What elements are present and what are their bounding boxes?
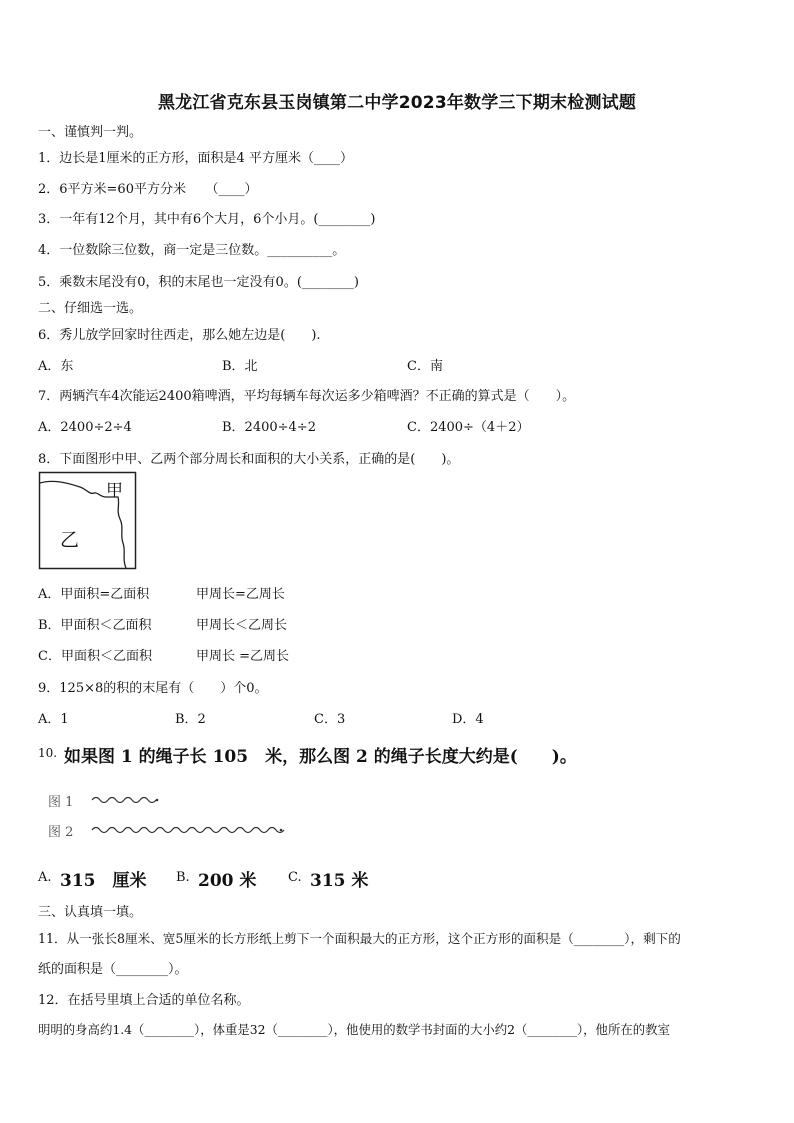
q10-option-a-value: 315 厘米 [60,871,147,891]
question-9: 9．125×8的积的末尾有（ ）个0。 [38,681,268,696]
question-7: 7．两辆汽车4次能运2400箱啤酒，平均每辆车每次运多少箱啤酒？不正确的算式是（ ）。 [38,389,576,404]
question-12-line-2: 明明的身高约1.4（________），体重是32（________），他使用的数学书封面的大小约2（________），他所在的教室 [38,1022,670,1037]
q6-option-b: B．北 [222,359,258,374]
question-8: 8．下面图形中甲、乙两个部分周长和面积的大小关系，正确的是( )。 [38,452,460,467]
q7-option-a: A．2400÷2÷4 [38,420,132,435]
q8-option-c-perimeter: 甲周长 =乙周长 [196,649,290,664]
q8-option-b-area: B．甲面积＜乙面积 [38,618,152,633]
page-title: 黑龙江省克东县玉岗镇第二中学2023年数学三下期末检测试题 [157,93,637,113]
section-3-heading: 三、认真填一填。 [38,905,143,920]
q10-figure-2-label: 图 2 [48,825,74,840]
q6-option-c: C．南 [407,359,443,374]
question-6: 6．秀儿放学回家时往西走，那么她左边是( ). [38,328,321,343]
q6-option-a: A．东 [38,359,74,374]
q8-option-a-perimeter: 甲周长=乙周长 [196,587,285,602]
q8-option-c-area: C．甲面积＜乙面积 [38,649,152,664]
q7-option-c: C．2400÷（4＋2） [407,420,530,435]
q8-figure-label-jia: 甲 [106,481,123,501]
q7-option-b: B．2400÷4÷2 [222,420,316,435]
question-10: 如果图 1 的绳子长 105 米，那么图 2 的绳子长度大约是( )。 [64,747,577,767]
q10-option-b-label: B. [176,870,190,885]
question-11-line-2: 纸的面积是（________）。 [38,962,188,977]
section-1-heading: 一、谨慎判一判。 [38,125,143,140]
q9-option-c: C．3 [314,712,346,727]
rope-figure-2 [90,823,286,837]
q10-option-b-value: 200 米 [198,871,257,891]
question-5: 5．乘数末尾没有0，积的末尾也一定没有0。(________) [38,275,359,290]
q10-option-a-label: A. [38,870,52,885]
question-2: 2．6平方米=60平方分米 （____） [38,182,258,197]
question-12: 12．在括号里填上合适的单位名称。 [38,993,250,1008]
q8-option-b-perimeter: 甲周长＜乙周长 [196,618,288,633]
q8-figure [38,471,138,571]
rope-figure-1 [90,793,162,807]
q8-option-a-area: A．甲面积=乙面积 [38,587,150,602]
section-2-heading: 二、仔细选一选。 [38,301,143,316]
question-11-line-1: 11．从一张长8厘米、宽5厘米的长方形纸上剪下一个面积最大的正方形，这个正方形的面积是（________），剩下的 [38,931,681,946]
q10-option-c-label: C. [288,870,302,885]
question-1: 1．边长是1厘米的正方形，面积是4 平方厘米（____） [38,151,353,166]
question-4: 4．一位数除三位数，商一定是三位数。__________。 [38,243,346,258]
q10-number: 10. [38,746,58,760]
q10-option-c-value: 315 米 [310,871,369,891]
q9-option-a: A．1 [38,712,69,727]
q10-figure-1-label: 图 1 [48,795,74,810]
q9-option-b: B．2 [175,712,206,727]
question-3: 3．一年有12个月，其中有6个大月，6个小月。(________) [38,212,376,227]
q8-figure-label-yi: 乙 [60,529,80,551]
q9-option-d: D．4 [452,712,484,727]
